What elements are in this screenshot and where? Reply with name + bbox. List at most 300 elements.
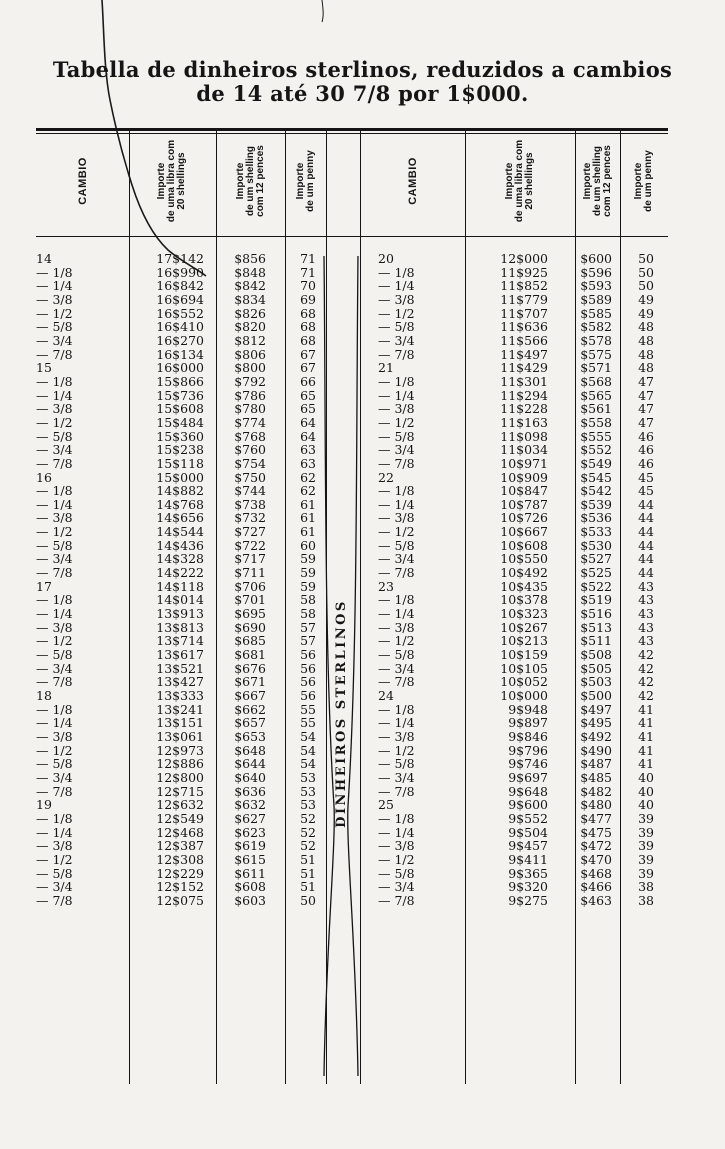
right-cambio-cell: — 1/2 <box>378 305 415 321</box>
right-penny-cell: 40 <box>638 797 654 813</box>
left-cambio-cell: — 1/4 <box>36 278 73 294</box>
right-libra-cell: 9$504 <box>508 824 548 840</box>
left-shelling-cell: $615 <box>234 851 266 867</box>
right-cambio-cell: — 1/2 <box>378 851 415 867</box>
right-shelling-cell: $466 <box>580 879 612 895</box>
right-penny-cell: 45 <box>638 483 654 499</box>
right-libra-cell: 11$925 <box>500 264 548 280</box>
right-shelling-cell: $490 <box>580 742 612 758</box>
right-cambio-cell: — 1/2 <box>378 524 415 540</box>
left-cambio-cell: — 1/8 <box>36 701 73 717</box>
right-cambio-cell: — 1/4 <box>378 496 415 512</box>
left-libra-cell: 14$222 <box>156 565 204 581</box>
left-libra-cell: 17$142 <box>156 251 204 266</box>
left-libra-cell: 13$241 <box>156 701 204 717</box>
left-penny-cell: 53 <box>300 769 316 785</box>
right-libra-cell: 10$492 <box>500 565 548 581</box>
left-shelling-cell: $706 <box>234 578 266 594</box>
exchange-table <box>36 128 668 1084</box>
right-cambio-cell: 25 <box>378 797 394 813</box>
right-cambio-cell: — 1/8 <box>378 701 415 717</box>
header-shelling-left: Importe de um shelling com 12 pences <box>234 145 266 217</box>
left-penny-column <box>290 252 316 908</box>
right-libra-cell: 10$909 <box>500 469 548 485</box>
right-cambio-cell: — 5/8 <box>378 319 415 335</box>
right-cambio-cell: — 5/8 <box>378 537 415 553</box>
right-libra-cell: 10$267 <box>500 619 548 635</box>
left-libra-cell: 12$229 <box>156 865 204 881</box>
right-shelling-cell: $555 <box>580 428 612 444</box>
left-cambio-cell: 18 <box>36 688 52 703</box>
left-shelling-cell: $608 <box>234 879 266 895</box>
left-penny-cell: 66 <box>300 373 316 389</box>
right-penny-cell: 43 <box>638 578 654 594</box>
left-penny-cell: 54 <box>300 742 316 758</box>
left-penny-cell: 52 <box>300 824 316 840</box>
left-cambio-cell: — 3/8 <box>36 401 73 417</box>
left-libra-cell: 12$387 <box>156 838 204 854</box>
left-libra-cell: 16$270 <box>156 332 204 348</box>
right-libra-cell: 9$275 <box>508 892 548 908</box>
right-shelling-column <box>568 252 612 908</box>
right-penny-cell: 44 <box>638 537 654 553</box>
left-libra-cell: 13$913 <box>156 606 204 622</box>
right-shelling-cell: $578 <box>580 332 612 348</box>
right-libra-cell: 11$294 <box>500 387 548 403</box>
left-libra-cell: 14$882 <box>156 483 204 499</box>
left-libra-cell: 13$521 <box>156 660 204 676</box>
right-penny-cell: 43 <box>638 592 654 608</box>
right-shelling-cell: $487 <box>580 756 612 772</box>
right-shelling-cell: $508 <box>580 647 612 663</box>
right-shelling-cell: $472 <box>580 838 612 854</box>
right-penny-cell: 50 <box>638 264 654 280</box>
right-shelling-cell: $480 <box>580 797 612 813</box>
right-cambio-cell: — 1/4 <box>378 278 415 294</box>
right-libra-cell: 10$105 <box>500 660 548 676</box>
left-shelling-cell: $681 <box>234 647 266 663</box>
left-shelling-cell: $662 <box>234 701 266 717</box>
right-penny-cell: 43 <box>638 633 654 649</box>
right-libra-cell: 9$600 <box>508 797 548 813</box>
left-libra-cell: 12$800 <box>156 769 204 785</box>
right-penny-cell: 39 <box>638 851 654 867</box>
left-penny-cell: 62 <box>300 469 316 485</box>
right-penny-cell: 47 <box>638 401 654 417</box>
right-libra-cell: 10$847 <box>500 483 548 499</box>
header-shelling-right: Importe de um shelling com 12 pences <box>581 145 613 217</box>
right-penny-cell: 39 <box>638 824 654 840</box>
right-penny-cell: 42 <box>638 674 654 690</box>
right-cambio-cell: — 1/8 <box>378 264 415 280</box>
left-libra-cell: 12$973 <box>156 742 204 758</box>
right-libra-cell: 9$697 <box>508 769 548 785</box>
left-libra-cell: 13$427 <box>156 674 204 690</box>
left-libra-cell: 15$000 <box>156 469 204 485</box>
right-penny-cell: 50 <box>638 251 654 266</box>
right-penny-cell: 42 <box>638 647 654 663</box>
right-penny-cell: 41 <box>638 701 654 717</box>
left-shelling-cell: $768 <box>234 428 266 444</box>
right-shelling-cell: $477 <box>580 810 612 826</box>
left-cambio-cell: — 1/2 <box>36 414 73 430</box>
left-penny-cell: 51 <box>300 879 316 895</box>
left-libra-cell: 16$552 <box>156 305 204 321</box>
right-penny-cell: 43 <box>638 606 654 622</box>
vertical-label: DINHEIROS STERLINOS <box>333 598 349 828</box>
left-shelling-cell: $701 <box>234 592 266 608</box>
left-penny-cell: 56 <box>300 647 316 663</box>
right-cambio-cell: — 3/8 <box>378 838 415 854</box>
left-cambio-cell: — 5/8 <box>36 756 73 772</box>
left-cambio-cell: — 1/4 <box>36 387 73 403</box>
right-cambio-cell: — 7/8 <box>378 565 415 581</box>
left-penny-cell: 57 <box>300 633 316 649</box>
header-libra-left: Importe de uma libra com 20 shellings <box>156 139 188 223</box>
left-penny-cell: 59 <box>300 578 316 594</box>
left-shelling-cell: $667 <box>234 688 266 703</box>
right-penny-cell: 40 <box>638 783 654 799</box>
right-penny-column <box>626 252 654 908</box>
right-libra-cell: 9$552 <box>508 810 548 826</box>
right-cambio-cell: — 1/4 <box>378 387 415 403</box>
right-penny-cell: 38 <box>638 892 654 908</box>
left-cambio-cell: 15 <box>36 360 52 376</box>
right-shelling-cell: $582 <box>580 319 612 335</box>
right-penny-cell: 44 <box>638 496 654 512</box>
left-penny-cell: 63 <box>300 455 316 471</box>
right-shelling-cell: $500 <box>580 688 612 703</box>
left-libra-cell: 16$134 <box>156 346 204 362</box>
left-penny-cell: 63 <box>300 442 316 458</box>
right-penny-cell: 47 <box>638 387 654 403</box>
left-shelling-cell: $792 <box>234 373 266 389</box>
left-cambio-cell: — 1/4 <box>36 606 73 622</box>
right-shelling-cell: $552 <box>580 442 612 458</box>
left-libra-cell: 14$768 <box>156 496 204 512</box>
left-cambio-cell: 14 <box>36 251 52 266</box>
right-libra-cell: 10$787 <box>500 496 548 512</box>
right-libra-cell: 11$636 <box>500 319 548 335</box>
left-shelling-cell: $856 <box>234 251 266 266</box>
right-penny-cell: 39 <box>638 838 654 854</box>
left-cambio-cell: — 1/8 <box>36 373 73 389</box>
right-libra-cell: 11$566 <box>500 332 548 348</box>
left-cambio-cell: — 1/2 <box>36 524 73 540</box>
right-cambio-cell: — 3/8 <box>378 510 415 526</box>
right-penny-cell: 38 <box>638 879 654 895</box>
right-cambio-cell: — 7/8 <box>378 674 415 690</box>
left-libra-cell: 14$118 <box>156 578 204 594</box>
left-cambio-cell: — 7/8 <box>36 783 73 799</box>
right-shelling-cell: $589 <box>580 291 612 307</box>
left-libra-cell: 15$118 <box>156 455 204 471</box>
right-cambio-cell: — 5/8 <box>378 647 415 663</box>
header-libra-right: Importe de uma libra com 20 shellings <box>504 139 535 223</box>
right-libra-cell: 10$323 <box>500 606 548 622</box>
left-shelling-cell: $603 <box>234 892 266 908</box>
right-cambio-cell: — 3/8 <box>378 291 415 307</box>
left-penny-cell: 67 <box>300 360 316 376</box>
col-divider <box>465 128 466 1084</box>
left-cambio-cell: — 1/8 <box>36 264 73 280</box>
left-penny-cell: 61 <box>300 524 316 540</box>
right-shelling-cell: $482 <box>580 783 612 799</box>
right-libra-cell: 9$746 <box>508 756 548 772</box>
right-libra-cell: 11$852 <box>500 278 548 294</box>
left-libra-cell: 13$617 <box>156 647 204 663</box>
right-libra-cell: 10$213 <box>500 633 548 649</box>
right-shelling-cell: $593 <box>580 278 612 294</box>
right-shelling-cell: $585 <box>580 305 612 321</box>
left-penny-cell: 71 <box>300 264 316 280</box>
right-penny-cell: 41 <box>638 728 654 744</box>
col-divider <box>129 128 130 1084</box>
left-penny-cell: 67 <box>300 346 316 362</box>
left-cambio-cell: — 1/8 <box>36 483 73 499</box>
left-shelling-cell: $695 <box>234 606 266 622</box>
right-cambio-cell: — 1/4 <box>378 715 415 731</box>
left-penny-cell: 65 <box>300 401 316 417</box>
right-libra-cell: 9$411 <box>508 851 548 867</box>
right-shelling-cell: $596 <box>580 264 612 280</box>
left-penny-cell: 55 <box>300 715 316 731</box>
right-shelling-cell: $525 <box>580 565 612 581</box>
left-libra-cell: 16$000 <box>156 360 204 376</box>
right-shelling-cell: $558 <box>580 414 612 430</box>
right-shelling-cell: $571 <box>580 360 612 376</box>
right-libra-cell: 11$301 <box>500 373 548 389</box>
left-shelling-cell: $623 <box>234 824 266 840</box>
left-cambio-cell: — 3/4 <box>36 332 73 348</box>
left-cambio-cell: — 1/4 <box>36 824 73 840</box>
left-libra-cell: 16$842 <box>156 278 204 294</box>
left-cambio-cell: 16 <box>36 469 52 485</box>
right-libra-cell: 10$000 <box>500 688 548 703</box>
left-cambio-cell: — 3/4 <box>36 442 73 458</box>
right-shelling-cell: $536 <box>580 510 612 526</box>
right-shelling-cell: $575 <box>580 346 612 362</box>
right-shelling-cell: $511 <box>580 633 612 649</box>
left-cambio-cell: — 1/2 <box>36 633 73 649</box>
left-libra-cell: 13$714 <box>156 633 204 649</box>
left-shelling-cell: $812 <box>234 332 266 348</box>
left-cambio-cell: — 3/8 <box>36 838 73 854</box>
left-shelling-cell: $800 <box>234 360 266 376</box>
right-libra-cell: 10$971 <box>500 455 548 471</box>
left-libra-cell: 14$014 <box>156 592 204 608</box>
right-shelling-cell: $505 <box>580 660 612 676</box>
right-shelling-cell: $527 <box>580 551 612 567</box>
left-shelling-cell: $842 <box>234 278 266 294</box>
left-libra-cell: 14$328 <box>156 551 204 567</box>
left-shelling-cell: $732 <box>234 510 266 526</box>
right-penny-cell: 41 <box>638 742 654 758</box>
right-libra-cell: 9$457 <box>508 838 548 854</box>
left-cambio-cell: — 1/2 <box>36 851 73 867</box>
header-cambio-left: CAMBIO <box>76 157 89 205</box>
left-shelling-cell: $780 <box>234 401 266 417</box>
right-libra-cell: 10$435 <box>500 578 548 594</box>
right-penny-cell: 46 <box>638 455 654 471</box>
left-penny-cell: 59 <box>300 565 316 581</box>
right-shelling-cell: $539 <box>580 496 612 512</box>
left-cambio-cell: — 1/4 <box>36 496 73 512</box>
right-libra-column <box>470 252 548 908</box>
left-shelling-cell: $750 <box>234 469 266 485</box>
left-penny-cell: 71 <box>300 251 316 266</box>
right-libra-cell: 12$000 <box>500 251 548 266</box>
right-shelling-cell: $468 <box>580 865 612 881</box>
right-libra-cell: 10$608 <box>500 537 548 553</box>
left-shelling-cell: $648 <box>234 742 266 758</box>
left-penny-cell: 64 <box>300 428 316 444</box>
left-shelling-cell: $760 <box>234 442 266 458</box>
right-shelling-cell: $463 <box>580 892 612 908</box>
left-shelling-column <box>220 252 266 908</box>
left-cambio-cell: — 3/4 <box>36 879 73 895</box>
right-libra-cell: 10$667 <box>500 524 548 540</box>
left-libra-cell: 15$238 <box>156 442 204 458</box>
left-libra-cell: 13$151 <box>156 715 204 731</box>
left-penny-cell: 61 <box>300 510 316 526</box>
left-libra-cell: 14$436 <box>156 537 204 553</box>
right-cambio-cell: — 7/8 <box>378 346 415 362</box>
right-penny-cell: 49 <box>638 305 654 321</box>
left-cambio-cell: — 7/8 <box>36 455 73 471</box>
left-penny-cell: 56 <box>300 674 316 690</box>
left-cambio-cell: — 3/4 <box>36 660 73 676</box>
right-cambio-cell: — 3/8 <box>378 619 415 635</box>
right-penny-cell: 47 <box>638 414 654 430</box>
left-penny-cell: 58 <box>300 592 316 608</box>
right-libra-cell: 9$648 <box>508 783 548 799</box>
left-libra-cell: 12$632 <box>156 797 204 813</box>
left-libra-column <box>134 252 204 908</box>
left-cambio-cell: — 5/8 <box>36 319 73 335</box>
right-libra-cell: 9$796 <box>508 742 548 758</box>
left-shelling-cell: $754 <box>234 455 266 471</box>
right-shelling-cell: $497 <box>580 701 612 717</box>
right-libra-cell: 10$159 <box>500 647 548 663</box>
right-cambio-cell: — 7/8 <box>378 892 415 908</box>
left-cambio-cell: — 5/8 <box>36 537 73 553</box>
right-shelling-cell: $542 <box>580 483 612 499</box>
right-libra-cell: 10$550 <box>500 551 548 567</box>
title-line-1: Tabella de dinheiros sterlinos, reduzidos a cambios <box>52 57 673 82</box>
left-libra-cell: 15$736 <box>156 387 204 403</box>
left-libra-cell: 13$813 <box>156 619 204 635</box>
left-penny-cell: 51 <box>300 865 316 881</box>
left-cambio-cell: — 3/4 <box>36 769 73 785</box>
left-penny-cell: 60 <box>300 537 316 553</box>
left-shelling-cell: $717 <box>234 551 266 567</box>
left-cambio-cell: — 1/8 <box>36 810 73 826</box>
left-libra-cell: 16$990 <box>156 264 204 280</box>
right-penny-cell: 44 <box>638 510 654 526</box>
left-shelling-cell: $619 <box>234 838 266 854</box>
left-penny-cell: 50 <box>300 892 316 908</box>
right-penny-cell: 40 <box>638 769 654 785</box>
left-penny-cell: 59 <box>300 551 316 567</box>
left-shelling-cell: $722 <box>234 537 266 553</box>
right-shelling-cell: $522 <box>580 578 612 594</box>
right-penny-cell: 47 <box>638 373 654 389</box>
left-shelling-cell: $690 <box>234 619 266 635</box>
left-cambio-cell: — 7/8 <box>36 674 73 690</box>
left-penny-cell: 68 <box>300 332 316 348</box>
left-penny-cell: 62 <box>300 483 316 499</box>
right-cambio-cell: — 3/4 <box>378 551 415 567</box>
left-shelling-cell: $848 <box>234 264 266 280</box>
left-penny-cell: 56 <box>300 660 316 676</box>
left-shelling-cell: $657 <box>234 715 266 731</box>
left-penny-cell: 52 <box>300 810 316 826</box>
right-shelling-cell: $492 <box>580 728 612 744</box>
right-libra-cell: 11$163 <box>500 414 548 430</box>
right-shelling-cell: $549 <box>580 455 612 471</box>
left-shelling-cell: $727 <box>234 524 266 540</box>
left-shelling-cell: $786 <box>234 387 266 403</box>
left-cambio-cell: — 5/8 <box>36 647 73 663</box>
left-cambio-cell: — 3/8 <box>36 728 73 744</box>
left-penny-cell: 55 <box>300 701 316 717</box>
left-shelling-cell: $627 <box>234 810 266 826</box>
right-cambio-cell: — 3/4 <box>378 660 415 676</box>
left-penny-cell: 57 <box>300 619 316 635</box>
right-penny-cell: 41 <box>638 715 654 731</box>
right-shelling-cell: $530 <box>580 537 612 553</box>
left-libra-cell: 13$333 <box>156 688 204 703</box>
right-cambio-cell: — 3/8 <box>378 401 415 417</box>
col-divider <box>216 128 217 1084</box>
left-shelling-cell: $611 <box>234 865 266 881</box>
left-cambio-cell: — 7/8 <box>36 346 73 362</box>
page-title <box>0 58 725 106</box>
left-penny-cell: 64 <box>300 414 316 430</box>
left-cambio-cell: — 1/2 <box>36 305 73 321</box>
header-cambio-right: CAMBIO <box>406 157 419 205</box>
left-cambio-cell: — 3/8 <box>36 291 73 307</box>
right-shelling-cell: $519 <box>580 592 612 608</box>
left-shelling-cell: $826 <box>234 305 266 321</box>
right-cambio-cell: — 3/4 <box>378 769 415 785</box>
left-shelling-cell: $676 <box>234 660 266 676</box>
left-libra-cell: 12$549 <box>156 810 204 826</box>
right-libra-cell: 11$228 <box>500 401 548 417</box>
left-shelling-cell: $644 <box>234 756 266 772</box>
right-shelling-cell: $545 <box>580 469 612 485</box>
left-cambio-cell: — 5/8 <box>36 865 73 881</box>
right-shelling-cell: $565 <box>580 387 612 403</box>
left-penny-cell: 69 <box>300 291 316 307</box>
right-cambio-cell: — 5/8 <box>378 428 415 444</box>
right-cambio-cell: — 1/2 <box>378 742 415 758</box>
left-penny-cell: 70 <box>300 278 316 294</box>
left-libra-cell: 12$308 <box>156 851 204 867</box>
left-libra-cell: 12$715 <box>156 783 204 799</box>
right-penny-cell: 42 <box>638 660 654 676</box>
right-shelling-cell: $561 <box>580 401 612 417</box>
right-penny-cell: 46 <box>638 442 654 458</box>
left-shelling-cell: $671 <box>234 674 266 690</box>
left-penny-cell: 52 <box>300 838 316 854</box>
right-cambio-cell: 24 <box>378 688 394 703</box>
right-penny-cell: 39 <box>638 810 654 826</box>
right-penny-cell: 48 <box>638 332 654 348</box>
left-shelling-cell: $738 <box>234 496 266 512</box>
right-penny-cell: 45 <box>638 469 654 485</box>
